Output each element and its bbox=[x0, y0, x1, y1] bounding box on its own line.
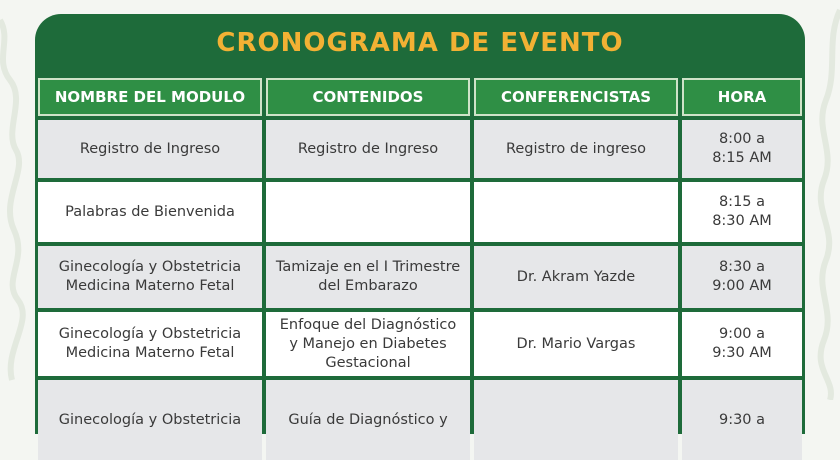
cell-modulo: Ginecología y Obstetricia Medicina Materno Fetal bbox=[38, 246, 262, 308]
cell-modulo: Registro de Ingreso bbox=[38, 120, 262, 178]
column-header-modulo: NOMBRE DEL MODULO bbox=[38, 78, 262, 116]
cell-conferencistas bbox=[474, 182, 678, 242]
cell-conferencistas: Registro de ingreso bbox=[474, 120, 678, 178]
cell-conferencistas bbox=[474, 380, 678, 460]
page-title: CRONOGRAMA DE EVENTO bbox=[216, 28, 624, 58]
cell-conferencistas: Dr. Mario Vargas bbox=[474, 312, 678, 376]
cell-contenidos: Tamizaje en el I Trimestre del Embarazo bbox=[266, 246, 470, 308]
cell-hora: 8:00 a 8:15 AM bbox=[682, 120, 802, 178]
cell-modulo: Ginecología y Obstetricia Medicina Materno Fetal bbox=[38, 312, 262, 376]
cell-hora: 8:30 a 9:00 AM bbox=[682, 246, 802, 308]
cell-modulo: Ginecología y Obstetricia bbox=[38, 380, 262, 460]
schedule-card bbox=[35, 14, 805, 434]
column-header-conferencistas: CONFERENCISTAS bbox=[474, 78, 678, 116]
cell-contenidos: Registro de Ingreso bbox=[266, 120, 470, 178]
cell-hora: 9:30 a bbox=[682, 380, 802, 460]
cell-conferencistas: Dr. Akram Yazde bbox=[474, 246, 678, 308]
cell-contenidos bbox=[266, 182, 470, 242]
cell-contenidos: Guía de Diagnóstico y bbox=[266, 380, 470, 460]
cell-modulo: Palabras de Bienvenida bbox=[38, 182, 262, 242]
cell-contenidos: Enfoque del Diagnóstico y Manejo en Diabetes Gestacional bbox=[266, 312, 470, 376]
column-header-contenidos: CONTENIDOS bbox=[266, 78, 470, 116]
column-header-hora: HORA bbox=[682, 78, 802, 116]
cell-hora: 8:15 a 8:30 AM bbox=[682, 182, 802, 242]
cell-hora: 9:00 a 9:30 AM bbox=[682, 312, 802, 376]
